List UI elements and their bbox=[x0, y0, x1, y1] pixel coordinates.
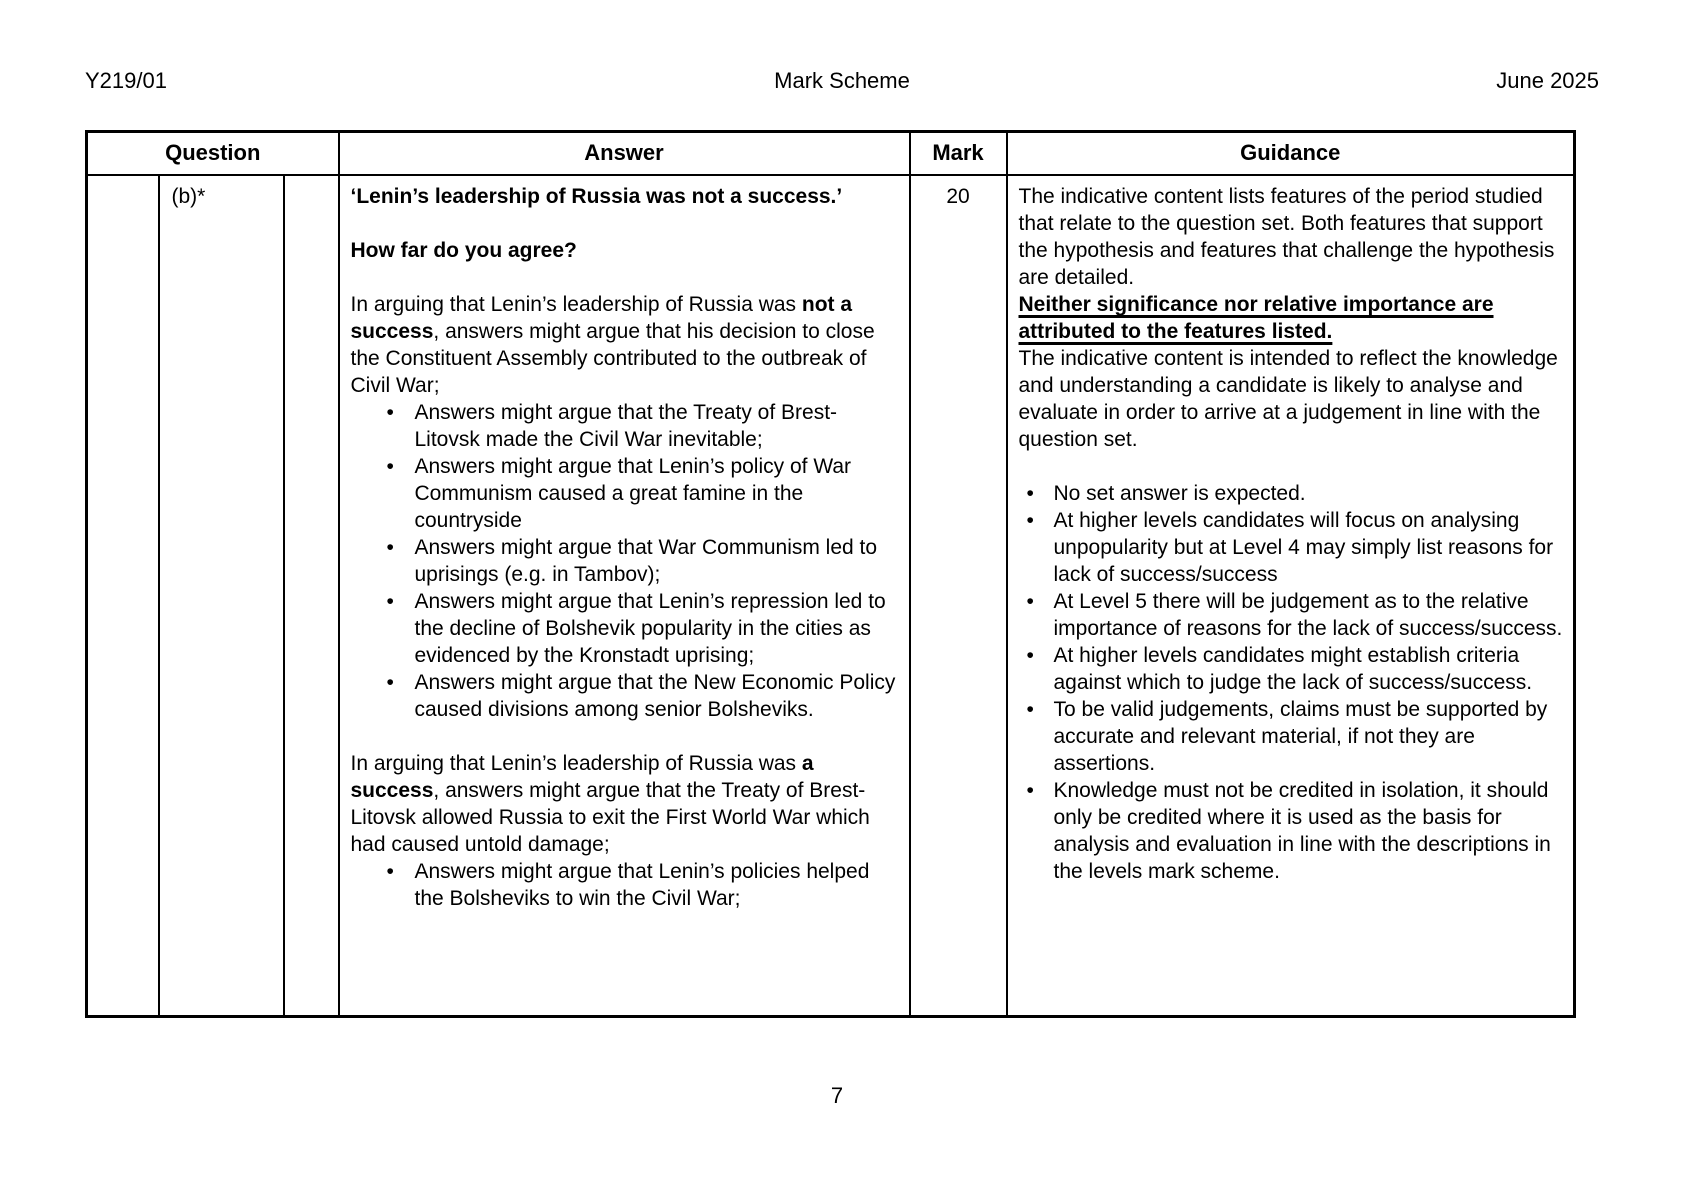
answer-bullet: • Answers might argue that War Communism led to uprisings (e.g. in Tambov); bbox=[351, 534, 899, 588]
guidance-bullet: • At higher levels candidates will focus on analysing unpopularity but at Level 4 may simply list reasons for lack of success/success bbox=[1019, 507, 1564, 588]
answer-bullet: • Answers might argue that the New Economic Policy caused divisions among senior Bolsheviks. bbox=[351, 669, 899, 723]
answer-argument-success bbox=[351, 750, 899, 858]
guidance-bullet: • Knowledge must not be credited in isolation, it should only be credited where it is used as the basis for analysis and evaluation in line with the descriptions in the levels mark scheme. bbox=[1019, 777, 1564, 885]
mark-cell: 20 bbox=[910, 175, 1007, 1017]
argument-text: , answers might argue that the Treaty of Brest-Litovsk allowed Russia to exit the First World War which had caused untold damage; bbox=[350, 779, 870, 856]
argument-text: In arguing that Lenin’s leadership of Russia was bbox=[350, 752, 802, 775]
guidance-bullet-list bbox=[1019, 480, 1564, 885]
table-header-row bbox=[87, 132, 1575, 176]
answer-bullet: • Answers might argue that Lenin’s repression led to the decline of Bolshevik popularity in the cities as evidenced by the Kronstadt uprising; bbox=[351, 588, 899, 669]
exam-session: June 2025 bbox=[1496, 68, 1600, 93]
paper-code: Y219/01 bbox=[85, 68, 167, 93]
argument-bold-text: not a success bbox=[350, 293, 853, 343]
answer-bullet: • Answers might argue that Lenin’s policy of War Communism caused a great famine in the countryside bbox=[351, 453, 899, 534]
answer-quote: ‘Lenin’s leadership of Russia was not a success.’ bbox=[350, 185, 843, 208]
answer-bullet-list-success bbox=[351, 858, 899, 912]
page-header bbox=[85, 68, 1599, 94]
guidance-bullet: • At higher levels candidates might establish criteria against which to judge the lack of success/success. bbox=[1019, 642, 1564, 696]
mark-scheme-table bbox=[85, 130, 1576, 1018]
guidance-bullet: • No set answer is expected. bbox=[1019, 480, 1564, 507]
guidance-bullet: • To be valid judgements, claims must be supported by accurate and relevant material, if not they are assertions. bbox=[1019, 696, 1564, 777]
column-header-mark: Mark bbox=[910, 132, 1007, 176]
argument-text: , answers might argue that his decision to close the Constituent Assembly contributed to the outbreak of Civil War; bbox=[350, 320, 875, 397]
guidance-emphasis: Neither significance nor relative importance are attributed to the features listed. bbox=[1018, 293, 1494, 343]
table-row bbox=[87, 175, 1575, 1017]
argument-bold-text: a success bbox=[350, 752, 814, 802]
question-sub-cell bbox=[284, 175, 339, 1017]
guidance-paragraph: The indicative content is intended to reflect the knowledge and understanding a candidate is likely to analyse and evaluate in order to arrive at a judgement in line with the question set. bbox=[1018, 347, 1558, 451]
column-header-answer: Answer bbox=[339, 132, 910, 176]
answer-argument-not-success bbox=[351, 291, 899, 399]
answer-bullet: • Answers might argue that the Treaty of Brest-Litovsk made the Civil War inevitable; bbox=[351, 399, 899, 453]
question-number-cell bbox=[87, 175, 159, 1017]
guidance-bullet: • At Level 5 there will be judgement as to the relative importance of reasons for the lack of success/success. bbox=[1019, 588, 1564, 642]
answer-bullet: • Answers might argue that Lenin’s policies helped the Bolsheviks to win the Civil War; bbox=[351, 858, 899, 912]
page-number: 7 bbox=[830, 1083, 844, 1108]
column-header-guidance: Guidance bbox=[1007, 132, 1575, 176]
question-part-cell: (b)* bbox=[159, 175, 284, 1017]
answer-prompt: How far do you agree? bbox=[350, 239, 577, 262]
guidance-paragraph: The indicative content lists features of the period studied that relate to the question set. Both features that support the hypothesis and features that challenge the hypothesis are detailed. bbox=[1018, 185, 1555, 289]
answer-cell bbox=[339, 175, 910, 1017]
argument-text: In arguing that Lenin’s leadership of Russia was bbox=[350, 293, 802, 316]
document-title: Mark Scheme bbox=[774, 68, 910, 93]
answer-bullet-list-not-success bbox=[351, 399, 899, 723]
column-header-question: Question bbox=[87, 132, 339, 176]
guidance-cell bbox=[1007, 175, 1575, 1017]
